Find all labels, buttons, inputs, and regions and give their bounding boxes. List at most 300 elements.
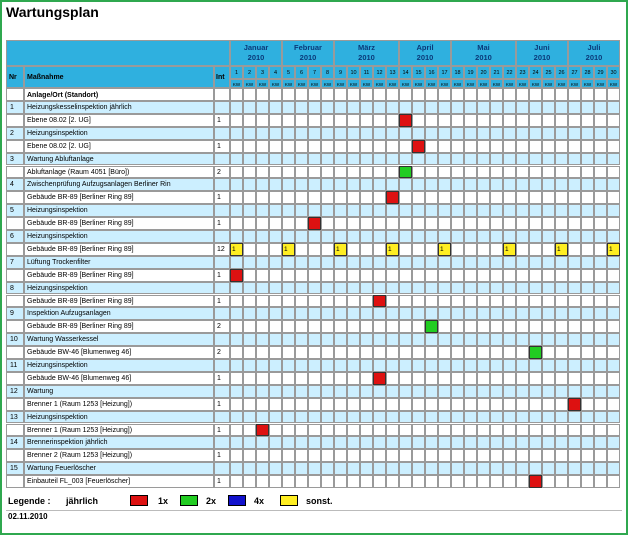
- week-cell: [360, 295, 373, 308]
- week-cell: [594, 140, 607, 153]
- week-cell: [347, 295, 360, 308]
- week-cell: [490, 346, 503, 359]
- week-cell: [477, 424, 490, 437]
- week-cell: [503, 166, 516, 179]
- week-cell: [607, 114, 620, 127]
- task-nr: 6: [6, 230, 24, 243]
- week-cell: [347, 140, 360, 153]
- schedule-mark-red: [308, 217, 321, 230]
- week-cell: [477, 191, 490, 204]
- week-cell: [243, 166, 256, 179]
- week-cell: [607, 295, 620, 308]
- week-cell: [581, 166, 594, 179]
- week-cell: [295, 243, 308, 256]
- week-cell: [412, 307, 425, 320]
- week-cell: [490, 114, 503, 127]
- week-cell: [438, 230, 451, 243]
- week-cell: [308, 153, 321, 166]
- legend-item-sonst: sonst.: [306, 496, 333, 506]
- week-cell: [529, 282, 542, 295]
- week-cell: [373, 114, 386, 127]
- week-cell: [529, 153, 542, 166]
- week-cell: [412, 88, 425, 101]
- week-cell: [243, 333, 256, 346]
- week-cell: [529, 424, 542, 437]
- week-cell: [464, 269, 477, 282]
- week-cell: [568, 282, 581, 295]
- schedule-mark-yellow: 1: [282, 243, 295, 256]
- week-cell: [438, 88, 451, 101]
- week-cell: [555, 269, 568, 282]
- week-cell: [516, 359, 529, 372]
- week-cell: [412, 217, 425, 230]
- week-cell: [555, 372, 568, 385]
- month-header: [516, 40, 568, 66]
- week-cell: [412, 101, 425, 114]
- week-cell: [503, 462, 516, 475]
- task-location: Gebäude BR-89 [Berliner Ring 89]: [24, 243, 214, 256]
- week-cell: [568, 127, 581, 140]
- week-cell: [347, 475, 360, 488]
- week-cell: [516, 398, 529, 411]
- week-cell: [399, 217, 412, 230]
- week-cell: [295, 204, 308, 217]
- week-cell: [425, 230, 438, 243]
- week-cell: [438, 295, 451, 308]
- week-cell: [581, 295, 594, 308]
- week-cell: [308, 140, 321, 153]
- week-cell: [347, 398, 360, 411]
- week-cell: [269, 295, 282, 308]
- week-cell: [516, 307, 529, 320]
- week-cell: [542, 436, 555, 449]
- week-cell: [399, 411, 412, 424]
- week-cell: [529, 256, 542, 269]
- week-cell: [594, 436, 607, 449]
- week-cell: [256, 230, 269, 243]
- task-name: Heizungsinspektion: [24, 230, 214, 243]
- week-cell: [542, 449, 555, 462]
- week-cell: [555, 424, 568, 437]
- week-cell: [308, 295, 321, 308]
- week-cell: [334, 307, 347, 320]
- week-cell: [373, 436, 386, 449]
- week-cell: [230, 178, 243, 191]
- week-cell: [555, 217, 568, 230]
- week-cell: [386, 411, 399, 424]
- task-nr: 8: [6, 282, 24, 295]
- week-cell: [360, 166, 373, 179]
- week-cell: [243, 359, 256, 372]
- week-cell: [477, 114, 490, 127]
- week-cell: [516, 282, 529, 295]
- week-cell: [516, 462, 529, 475]
- week-cell: [490, 178, 503, 191]
- task-int-empty: [214, 411, 230, 424]
- week-cell: [256, 204, 269, 217]
- week-cell: [490, 243, 503, 256]
- week-cell: [282, 320, 295, 333]
- week-cell: [438, 191, 451, 204]
- week-cell: [503, 449, 516, 462]
- week-cell: [438, 449, 451, 462]
- week-cell: [607, 88, 620, 101]
- week-cell: [269, 359, 282, 372]
- schedule-mark-red: [373, 372, 386, 385]
- week-cell: [438, 398, 451, 411]
- week-cell: [542, 256, 555, 269]
- week-cell: [334, 101, 347, 114]
- week-cell: [425, 127, 438, 140]
- week-cell: [256, 269, 269, 282]
- week-cell: [308, 307, 321, 320]
- task-int-empty: [214, 256, 230, 269]
- week-cell: [295, 282, 308, 295]
- week-number: 9: [334, 66, 347, 79]
- week-cell: [477, 217, 490, 230]
- week-cell: [399, 449, 412, 462]
- task-nr: 15: [6, 462, 24, 475]
- week-cell: [516, 217, 529, 230]
- week-cell: [230, 372, 243, 385]
- task-nr: 10: [6, 333, 24, 346]
- week-cell: [412, 346, 425, 359]
- week-cell: [386, 359, 399, 372]
- week-cell: [477, 295, 490, 308]
- legend-item-1x: 1x: [158, 496, 169, 506]
- week-cell: [230, 127, 243, 140]
- week-cell: [243, 269, 256, 282]
- week-cell: [438, 436, 451, 449]
- week-cell: [269, 320, 282, 333]
- task-location: Gebäude BW-46 [Blumenweg 46]: [24, 346, 214, 359]
- week-cell: [321, 424, 334, 437]
- week-cell: [438, 320, 451, 333]
- week-cell: [581, 424, 594, 437]
- week-cell: [334, 166, 347, 179]
- week-cell: [373, 359, 386, 372]
- week-cell: [438, 346, 451, 359]
- week-cell: [269, 385, 282, 398]
- week-cell: [269, 88, 282, 101]
- week-cell: [516, 127, 529, 140]
- week-cell: [334, 462, 347, 475]
- week-cell: [555, 114, 568, 127]
- week-cell: [425, 372, 438, 385]
- week-cell: [334, 191, 347, 204]
- week-cell: [308, 385, 321, 398]
- week-cell: [412, 114, 425, 127]
- week-cell: [360, 204, 373, 217]
- week-cell: [295, 230, 308, 243]
- week-cell: [386, 372, 399, 385]
- week-cell: [542, 243, 555, 256]
- week-cell: [269, 230, 282, 243]
- week-cell: [269, 398, 282, 411]
- week-cell: [503, 424, 516, 437]
- week-cell: [451, 385, 464, 398]
- week-cell: [555, 333, 568, 346]
- week-cell: [386, 385, 399, 398]
- week-cell: [321, 166, 334, 179]
- week-cell: [256, 88, 269, 101]
- week-cell: [568, 346, 581, 359]
- week-cell: [308, 411, 321, 424]
- week-cell: [295, 359, 308, 372]
- week-cell: [581, 178, 594, 191]
- week-cell: [438, 153, 451, 166]
- week-cell: [425, 140, 438, 153]
- task-int-empty: [214, 307, 230, 320]
- task-nr: 13: [6, 411, 24, 424]
- week-cell: [503, 140, 516, 153]
- week-cell: [321, 346, 334, 359]
- task-nr-empty: [6, 398, 24, 411]
- week-cell: [503, 127, 516, 140]
- week-cell: [438, 166, 451, 179]
- week-cell: [464, 295, 477, 308]
- legend-swatch-red: [130, 495, 148, 506]
- week-cell: [282, 166, 295, 179]
- week-cell: [295, 333, 308, 346]
- month-name: Februar: [294, 43, 322, 52]
- week-cell: [542, 411, 555, 424]
- week-cell: [386, 307, 399, 320]
- week-cell: [425, 243, 438, 256]
- week-cell: [529, 449, 542, 462]
- week-cell: [243, 127, 256, 140]
- week-cell: [386, 166, 399, 179]
- week-cell: [451, 295, 464, 308]
- week-cell: [542, 475, 555, 488]
- task-nr-empty: [6, 475, 24, 488]
- week-cell: [412, 424, 425, 437]
- week-cell: [412, 153, 425, 166]
- week-cell: [490, 436, 503, 449]
- week-cell: [451, 307, 464, 320]
- week-cell: [347, 385, 360, 398]
- week-cell: [360, 88, 373, 101]
- week-cell: [490, 217, 503, 230]
- week-cell: [373, 127, 386, 140]
- week-cell: [529, 101, 542, 114]
- week-cell: [347, 101, 360, 114]
- week-number: 1: [230, 66, 243, 79]
- week-cell: [542, 166, 555, 179]
- month-name: Mai: [477, 43, 490, 52]
- week-cell: [399, 127, 412, 140]
- week-cell: [321, 217, 334, 230]
- week-cell: [477, 398, 490, 411]
- week-cell: [581, 88, 594, 101]
- week-cell: [555, 385, 568, 398]
- week-cell: [425, 295, 438, 308]
- week-kw-label: KW: [243, 79, 256, 88]
- week-cell: [451, 398, 464, 411]
- week-cell: [230, 140, 243, 153]
- week-cell: [295, 411, 308, 424]
- week-cell: [529, 359, 542, 372]
- week-cell: [516, 256, 529, 269]
- legend-swatch-green: [180, 495, 198, 506]
- week-cell: [568, 153, 581, 166]
- week-cell: [568, 307, 581, 320]
- week-cell: [347, 166, 360, 179]
- week-cell: [555, 230, 568, 243]
- week-cell: [516, 243, 529, 256]
- week-cell: [568, 424, 581, 437]
- week-cell: [490, 191, 503, 204]
- task-nr-empty: [6, 346, 24, 359]
- week-cell: [542, 333, 555, 346]
- week-cell: [308, 166, 321, 179]
- legend-sublabel: jährlich: [66, 496, 99, 506]
- week-cell: [425, 307, 438, 320]
- week-cell: [282, 424, 295, 437]
- week-cell: [412, 372, 425, 385]
- week-cell: [529, 191, 542, 204]
- week-number: 20: [477, 66, 490, 79]
- week-cell: [360, 243, 373, 256]
- week-cell: [256, 191, 269, 204]
- week-cell: [308, 372, 321, 385]
- task-interval: 1: [214, 424, 230, 437]
- month-header: [568, 40, 620, 66]
- week-cell: [607, 307, 620, 320]
- task-interval: 1: [214, 140, 230, 153]
- week-cell: [555, 359, 568, 372]
- week-cell: [295, 114, 308, 127]
- week-cell: [399, 462, 412, 475]
- week-cell: [373, 230, 386, 243]
- week-cell: [464, 114, 477, 127]
- week-cell: [594, 295, 607, 308]
- week-cell: [581, 307, 594, 320]
- week-number: 10: [347, 66, 360, 79]
- week-cell: [295, 191, 308, 204]
- week-cell: [594, 359, 607, 372]
- week-cell: [334, 372, 347, 385]
- week-cell: [295, 449, 308, 462]
- week-kw-label: KW: [308, 79, 321, 88]
- week-cell: [490, 204, 503, 217]
- week-cell: [399, 88, 412, 101]
- week-kw-label: KW: [568, 79, 581, 88]
- week-cell: [321, 411, 334, 424]
- week-cell: [568, 114, 581, 127]
- week-cell: [581, 372, 594, 385]
- week-cell: [295, 424, 308, 437]
- week-cell: [373, 475, 386, 488]
- week-cell: [282, 475, 295, 488]
- week-cell: [334, 230, 347, 243]
- week-cell: [334, 320, 347, 333]
- week-cell: [529, 230, 542, 243]
- week-cell: [230, 320, 243, 333]
- week-number: 17: [438, 66, 451, 79]
- week-cell: [529, 178, 542, 191]
- week-cell: [269, 346, 282, 359]
- week-cell: [360, 424, 373, 437]
- week-cell: [503, 436, 516, 449]
- week-cell: [373, 101, 386, 114]
- week-cell: [594, 385, 607, 398]
- week-cell: [269, 462, 282, 475]
- week-cell: [230, 256, 243, 269]
- task-nr: 2: [6, 127, 24, 140]
- week-cell: [269, 372, 282, 385]
- task-nr: 14: [6, 436, 24, 449]
- week-cell: [425, 282, 438, 295]
- week-cell: [464, 346, 477, 359]
- week-cell: [490, 127, 503, 140]
- week-cell: [555, 411, 568, 424]
- week-cell: [347, 114, 360, 127]
- week-cell: [503, 307, 516, 320]
- week-cell: [555, 127, 568, 140]
- week-cell: [334, 424, 347, 437]
- schedule-mark-red: [373, 295, 386, 308]
- week-cell: [542, 320, 555, 333]
- week-cell: [425, 333, 438, 346]
- week-cell: [477, 256, 490, 269]
- week-kw-label: KW: [607, 79, 620, 88]
- week-cell: [425, 436, 438, 449]
- week-cell: [256, 282, 269, 295]
- week-cell: [295, 385, 308, 398]
- week-cell: [516, 436, 529, 449]
- week-cell: [282, 295, 295, 308]
- task-location: Einbauteil FL_003 [Feuerlöscher]: [24, 475, 214, 488]
- schedule-mark-red: [256, 424, 269, 437]
- week-cell: [295, 320, 308, 333]
- week-cell: [542, 153, 555, 166]
- week-cell: [581, 282, 594, 295]
- week-cell: [490, 295, 503, 308]
- week-cell: [321, 282, 334, 295]
- week-cell: [230, 307, 243, 320]
- week-cell: [581, 217, 594, 230]
- week-cell: [438, 101, 451, 114]
- week-cell: [360, 101, 373, 114]
- week-cell: [282, 385, 295, 398]
- week-number: 14: [399, 66, 412, 79]
- week-cell: [568, 243, 581, 256]
- task-nr: 11: [6, 359, 24, 372]
- week-cell: [295, 178, 308, 191]
- week-cell: [594, 282, 607, 295]
- week-cell: [464, 424, 477, 437]
- week-number: 5: [282, 66, 295, 79]
- week-cell: [308, 424, 321, 437]
- week-cell: [373, 449, 386, 462]
- week-cell: [373, 217, 386, 230]
- week-cell: [438, 140, 451, 153]
- task-int-empty: [214, 101, 230, 114]
- week-cell: [438, 217, 451, 230]
- week-cell: [581, 204, 594, 217]
- week-cell: [568, 385, 581, 398]
- week-cell: [594, 230, 607, 243]
- week-cell: [399, 140, 412, 153]
- task-location: Gebäude BR-89 [Berliner Ring 89]: [24, 269, 214, 282]
- week-cell: [243, 217, 256, 230]
- week-cell: [477, 359, 490, 372]
- week-cell: [542, 385, 555, 398]
- week-cell: [607, 320, 620, 333]
- week-cell: [464, 140, 477, 153]
- week-kw-label: KW: [360, 79, 373, 88]
